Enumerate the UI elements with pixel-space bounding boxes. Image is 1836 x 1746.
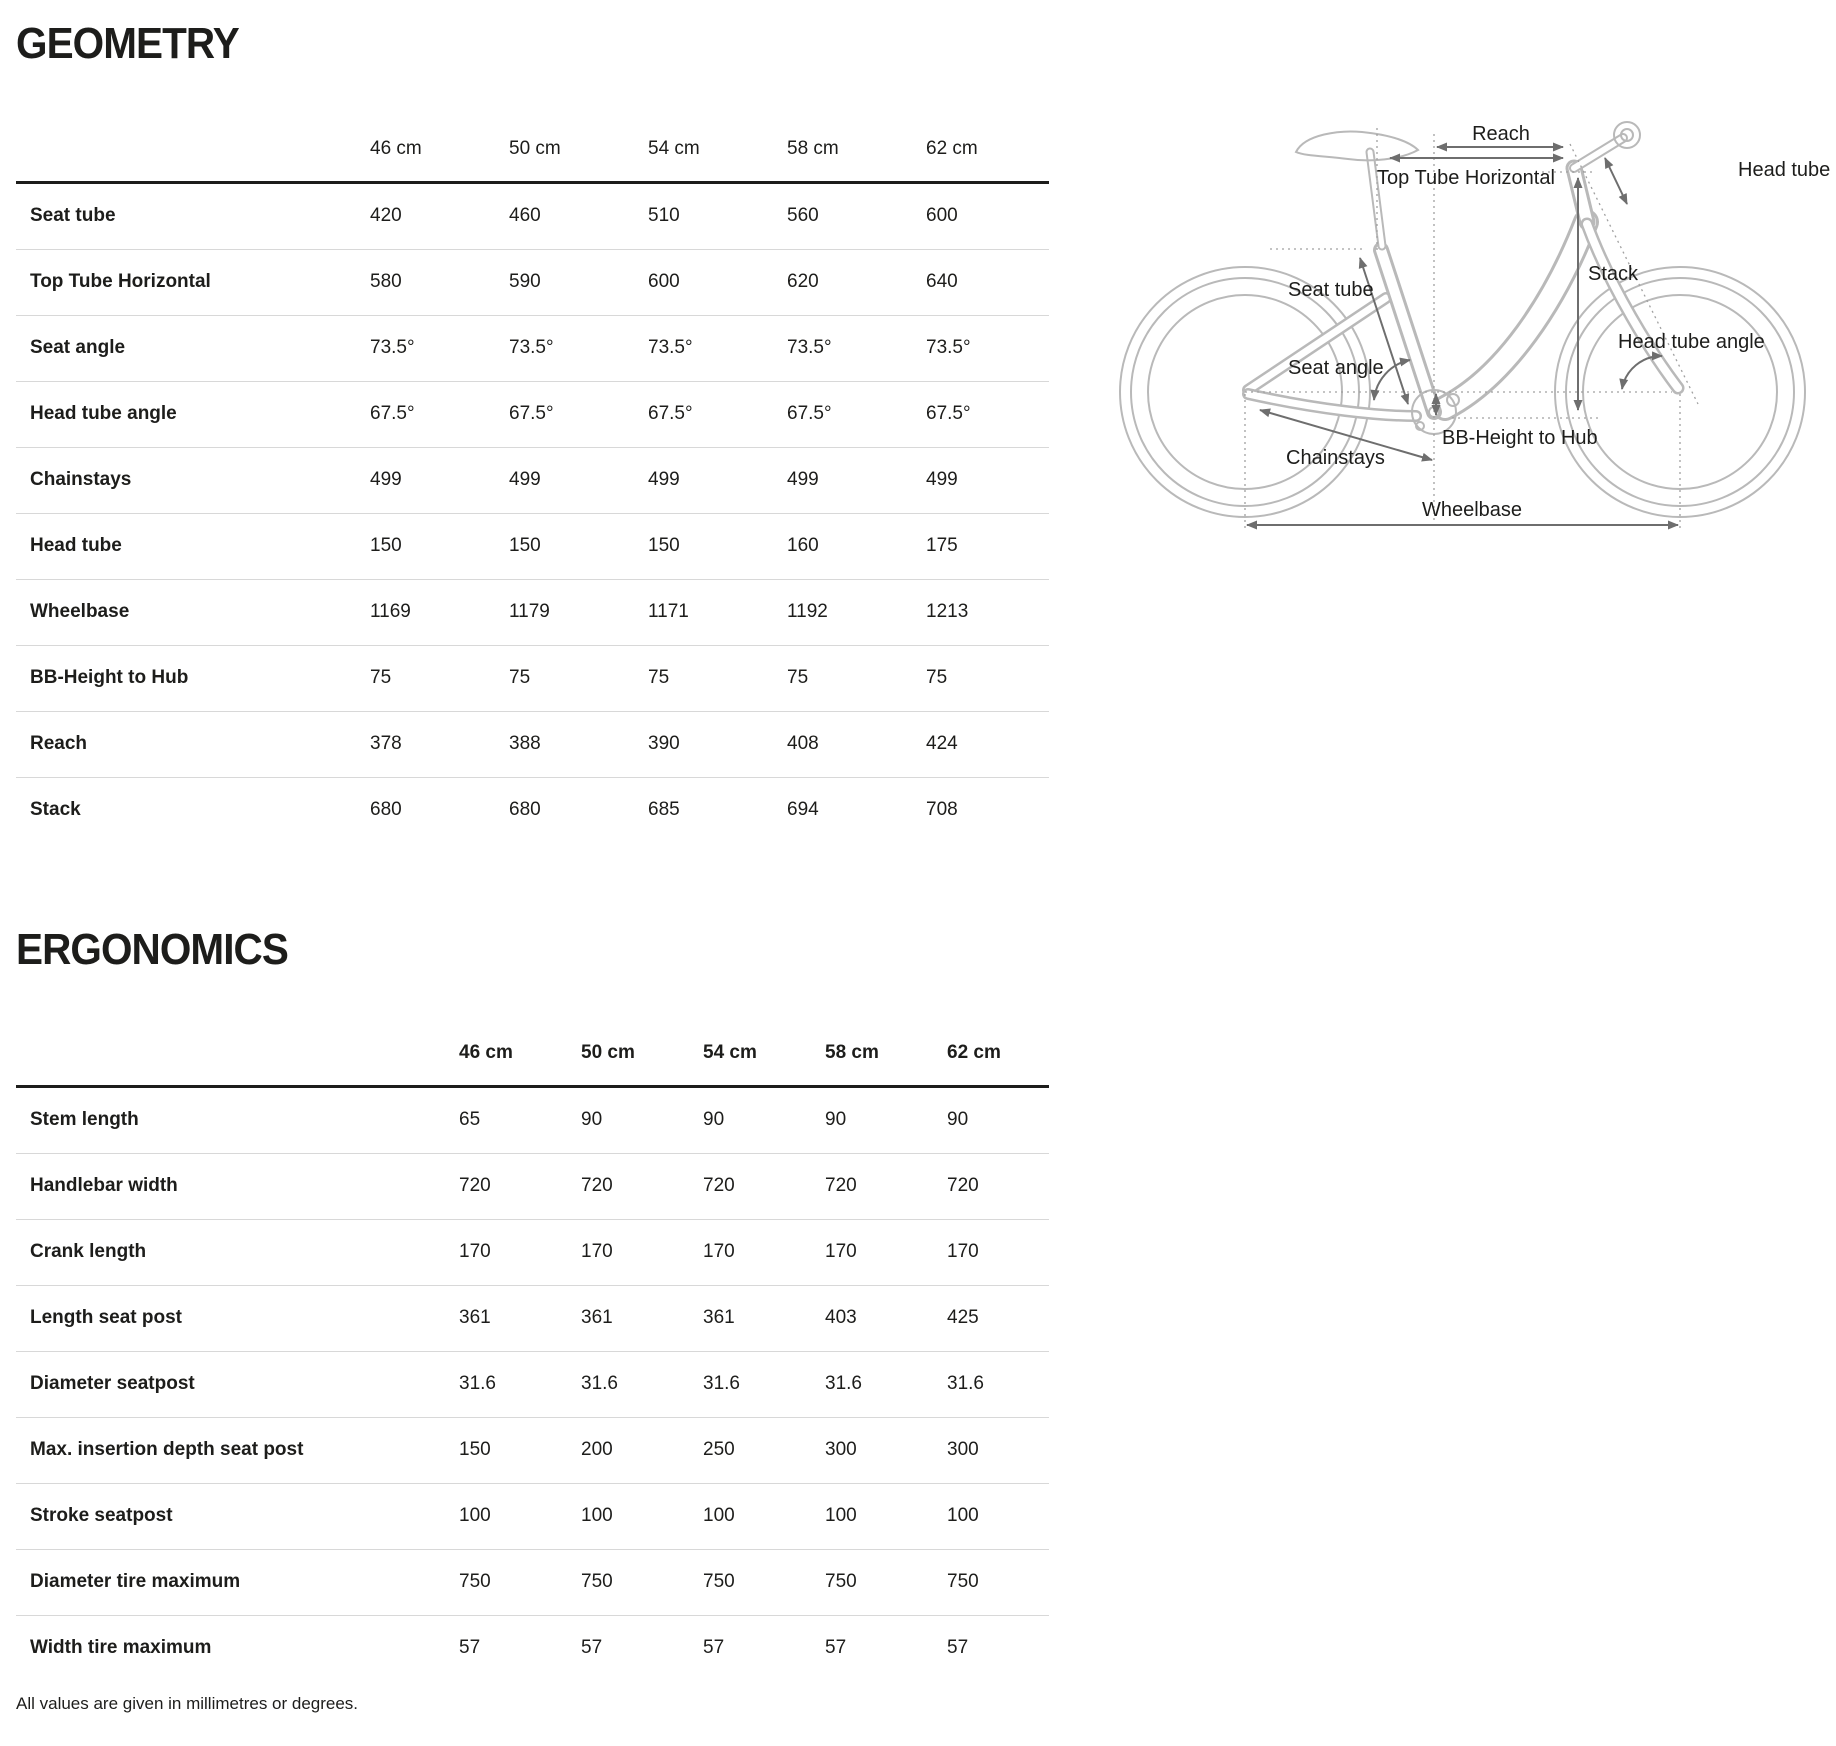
spec-row-label: Handlebar width	[30, 1175, 178, 1197]
spec-value: 75	[370, 667, 392, 689]
spec-row-label: Crank length	[30, 1241, 147, 1263]
spec-value: 100	[581, 1505, 613, 1527]
spec-value: 499	[509, 469, 541, 491]
spec-row	[16, 1616, 1049, 1681]
spec-value: 100	[703, 1505, 735, 1527]
spec-row-label: Max. insertion depth seat post	[30, 1439, 304, 1461]
spec-value: 620	[787, 271, 819, 293]
spec-value: 75	[787, 667, 809, 689]
spec-value: 75	[926, 667, 948, 689]
diagram-label-seat-angle: Seat angle	[1288, 357, 1384, 379]
spec-row	[16, 1220, 1049, 1286]
spec-value: 175	[926, 535, 958, 557]
spec-value: 57	[825, 1637, 847, 1659]
spec-value: 361	[703, 1307, 735, 1329]
spec-row	[16, 382, 1049, 448]
spec-row-label: Stack	[30, 799, 81, 821]
spec-value: 403	[825, 1307, 857, 1329]
spec-value: 67.5°	[787, 403, 832, 425]
size-column-header: 62 cm	[947, 1042, 1001, 1064]
spec-row	[16, 316, 1049, 382]
spec-row	[16, 1154, 1049, 1220]
spec-value: 150	[459, 1439, 491, 1461]
spec-value: 90	[581, 1109, 603, 1131]
bike-geometry-diagram	[1100, 92, 1836, 570]
spec-row	[16, 1088, 1049, 1154]
spec-value: 300	[947, 1439, 979, 1461]
spec-value: 361	[581, 1307, 613, 1329]
diagram-label-stack: Stack	[1588, 263, 1639, 285]
spec-value: 170	[703, 1241, 735, 1263]
spec-row-label: BB-Height to Hub	[30, 667, 189, 689]
spec-row	[16, 1352, 1049, 1418]
spec-value: 67.5°	[370, 403, 415, 425]
size-column-header: 58 cm	[787, 138, 839, 160]
diagram-label-chainstays: Chainstays	[1286, 447, 1385, 469]
spec-value: 720	[581, 1175, 613, 1197]
spec-value: 499	[370, 469, 402, 491]
spec-value: 300	[825, 1439, 857, 1461]
size-header-row	[16, 1022, 1049, 1088]
spec-value: 1169	[370, 601, 411, 623]
spec-value: 73.5°	[926, 337, 971, 359]
size-column-header: 46 cm	[459, 1042, 513, 1064]
spec-value: 499	[926, 469, 958, 491]
spec-row	[16, 1484, 1049, 1550]
spec-value: 57	[703, 1637, 725, 1659]
spec-value: 90	[825, 1109, 847, 1131]
spec-value: 31.6	[825, 1373, 862, 1395]
diagram-label-seat-tube: Seat tube	[1288, 279, 1374, 301]
diagram-label-head-tube: Head tube	[1738, 159, 1831, 181]
spec-value: 67.5°	[648, 403, 693, 425]
spec-value: 499	[787, 469, 819, 491]
spec-value: 694	[787, 799, 819, 821]
ergonomics-table	[16, 1022, 1049, 1681]
size-header-row	[16, 118, 1049, 184]
size-column-header: 58 cm	[825, 1042, 879, 1064]
spec-value: 200	[581, 1439, 613, 1461]
spec-value: 100	[459, 1505, 491, 1527]
spec-row	[16, 514, 1049, 580]
spec-value: 750	[703, 1571, 735, 1593]
spec-value: 361	[459, 1307, 491, 1329]
spec-row	[16, 1418, 1049, 1484]
spec-value: 720	[459, 1175, 491, 1197]
head-tube-arrow	[1605, 158, 1627, 204]
spec-value: 57	[947, 1637, 969, 1659]
spec-value: 390	[648, 733, 680, 755]
spec-row-label: Length seat post	[30, 1307, 183, 1329]
diagram-label-reach: Reach	[1472, 123, 1530, 145]
spec-row	[16, 712, 1049, 778]
spec-value: 388	[509, 733, 541, 755]
spec-value: 750	[459, 1571, 491, 1593]
spec-value: 57	[459, 1637, 481, 1659]
spec-value: 408	[787, 733, 819, 755]
spec-value: 580	[370, 271, 402, 293]
spec-value: 750	[825, 1571, 857, 1593]
spec-row-label: Seat angle	[30, 337, 126, 359]
spec-value: 170	[581, 1241, 613, 1263]
spec-value: 560	[787, 205, 819, 227]
spec-row	[16, 448, 1049, 514]
spec-value: 425	[947, 1307, 979, 1329]
spec-value: 600	[648, 271, 680, 293]
spec-value: 75	[509, 667, 531, 689]
spec-row-label: Stroke seatpost	[30, 1505, 173, 1527]
spec-value: 57	[581, 1637, 603, 1659]
spec-value: 1213	[926, 601, 969, 623]
spec-value: 100	[947, 1505, 979, 1527]
diagram-label-wheelbase: Wheelbase	[1421, 499, 1523, 521]
spec-value: 170	[947, 1241, 979, 1263]
spec-value: 750	[947, 1571, 979, 1593]
spec-value: 1192	[787, 601, 828, 623]
spec-value: 720	[825, 1175, 857, 1197]
spec-value: 67.5°	[509, 403, 554, 425]
spec-value: 73.5°	[787, 337, 832, 359]
spec-value: 31.6	[459, 1373, 496, 1395]
spec-row-label: Chainstays	[30, 469, 132, 491]
spec-row	[16, 646, 1049, 712]
spec-value: 499	[648, 469, 680, 491]
geometry-table	[16, 118, 1049, 843]
spec-value: 160	[787, 535, 819, 557]
spec-row-label: Width tire maximum	[30, 1637, 212, 1659]
spec-value: 510	[648, 205, 680, 227]
spec-value: 250	[703, 1439, 735, 1461]
spec-row	[16, 1286, 1049, 1352]
spec-row-label: Head tube angle	[30, 403, 177, 425]
spec-value: 150	[648, 535, 680, 557]
spec-value: 640	[926, 271, 958, 293]
spec-row-label: Top Tube Horizontal	[30, 271, 211, 293]
spec-value: 720	[703, 1175, 735, 1197]
spec-value: 590	[509, 271, 541, 293]
spec-value: 65	[459, 1109, 481, 1131]
spec-value: 170	[825, 1241, 857, 1263]
spec-value: 378	[370, 733, 402, 755]
spec-value: 73.5°	[648, 337, 693, 359]
saddle	[1296, 132, 1418, 161]
spec-value: 685	[648, 799, 680, 821]
spec-row	[16, 184, 1049, 250]
spec-value: 750	[581, 1571, 613, 1593]
units-footnote: All values are given in millimetres or degrees.	[16, 1694, 359, 1713]
spec-value: 1179	[509, 601, 550, 623]
size-column-header: 50 cm	[509, 138, 561, 160]
spec-value: 31.6	[947, 1373, 984, 1395]
spec-row	[16, 250, 1049, 316]
spec-row-label: Reach	[30, 733, 88, 755]
size-column-header: 54 cm	[648, 138, 700, 160]
geometry-section-title: GEOMETRY	[16, 19, 239, 68]
spec-value: 73.5°	[370, 337, 415, 359]
size-column-header: 54 cm	[703, 1042, 757, 1064]
spec-value: 90	[703, 1109, 725, 1131]
ergonomics-section-title: ERGONOMICS	[16, 925, 288, 974]
spec-value: 90	[947, 1109, 969, 1131]
spec-row	[16, 1550, 1049, 1616]
spec-value: 100	[825, 1505, 857, 1527]
spec-row-label: Diameter tire maximum	[30, 1571, 241, 1593]
spec-value: 150	[370, 535, 402, 557]
spec-value: 720	[947, 1175, 979, 1197]
spec-value: 680	[370, 799, 402, 821]
spec-row	[16, 580, 1049, 646]
spec-value: 170	[459, 1241, 491, 1263]
spec-value: 31.6	[581, 1373, 618, 1395]
spec-value: 67.5°	[926, 403, 971, 425]
spec-value: 680	[509, 799, 541, 821]
diagram-label-head-tube-angle: Head tube angle	[1618, 331, 1765, 353]
spec-value: 460	[509, 205, 541, 227]
diagram-label-top-tube-horizontal: Top Tube Horizontal	[1377, 167, 1555, 189]
spec-row-label: Seat tube	[30, 205, 116, 227]
spec-value: 150	[509, 535, 541, 557]
size-column-header: 46 cm	[370, 138, 422, 160]
spec-row	[16, 778, 1049, 843]
diagram-label-bb-height: BB-Height to Hub	[1442, 427, 1598, 449]
spec-row-label: Diameter seatpost	[30, 1373, 195, 1395]
spec-value: 424	[926, 733, 958, 755]
spec-value: 1171	[648, 601, 689, 623]
spec-row-label: Head tube	[30, 535, 122, 557]
spec-value: 73.5°	[509, 337, 554, 359]
spec-value: 75	[648, 667, 670, 689]
size-column-header: 50 cm	[581, 1042, 635, 1064]
spec-value: 420	[370, 205, 402, 227]
spec-value: 31.6	[703, 1373, 740, 1395]
size-column-header: 62 cm	[926, 138, 978, 160]
spec-row-label: Stem length	[30, 1109, 139, 1131]
spec-value: 708	[926, 799, 958, 821]
spec-row-label: Wheelbase	[30, 601, 130, 623]
spec-value: 600	[926, 205, 958, 227]
